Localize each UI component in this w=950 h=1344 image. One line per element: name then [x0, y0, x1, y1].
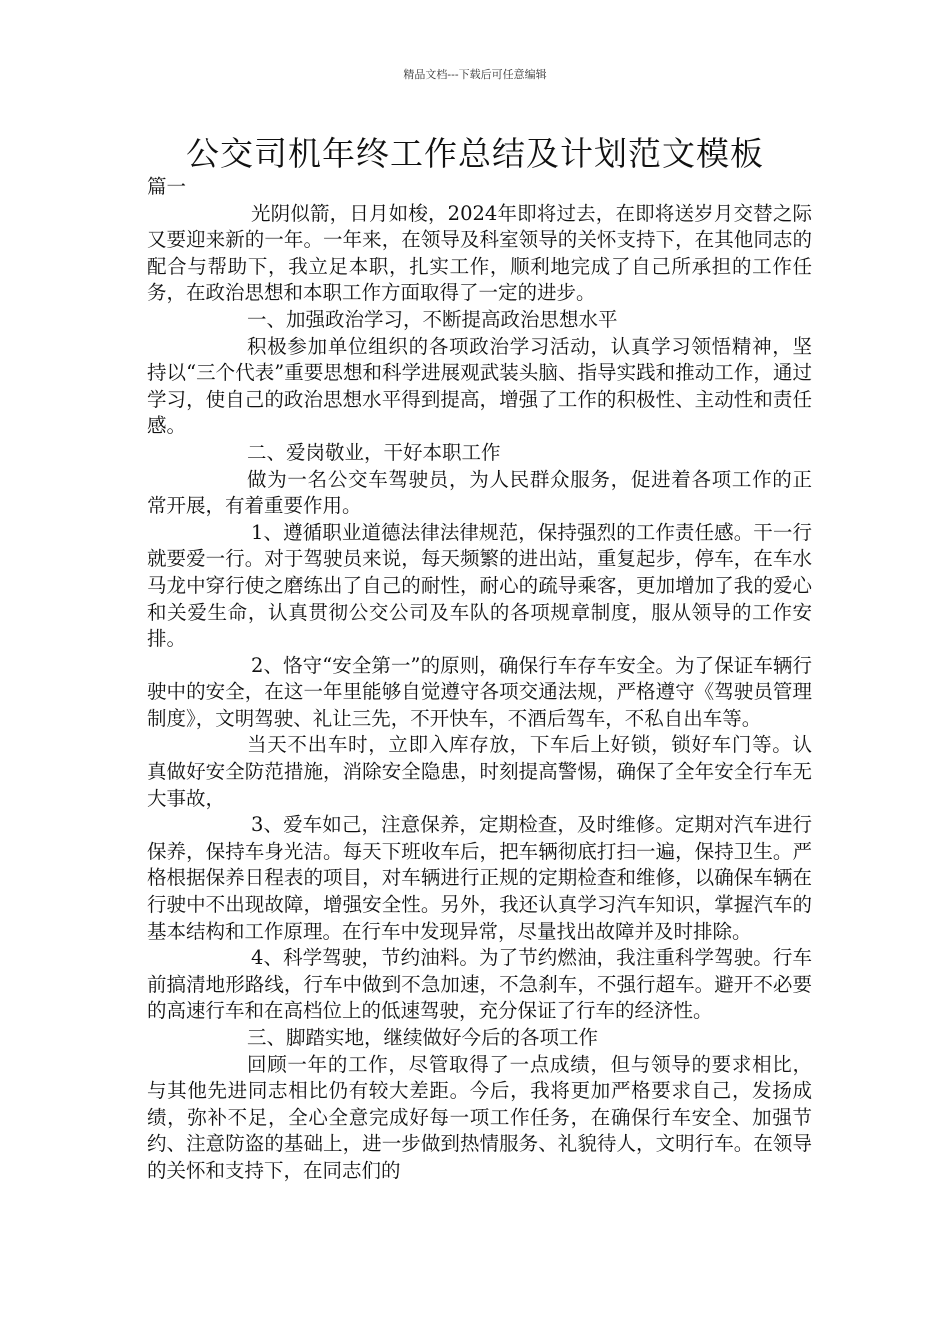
body-paragraph: 1、遵循职业道德法律法律规范，保持强烈的工作责任感。干一行就要爱一行。对于驾驶员来说，每天频繁的进出站，重复起步，停车，在车水马龙中穿行使之磨练出了自己的耐性，耐心的疏导乘客，更加增加了我的爱心和关爱生命，认真贯彻公交公司及车队的各项规章制度，服从领导的工作安排。 — [147, 520, 812, 651]
body-paragraph: 积极参加单位组织的各项政治学习活动，认真学习领悟精神，坚持以“三个代表”重要思想和科学进展观武装头脑、指导实践和推动工作，通过学习，使自己的政治思想水平得到提高，增强了工作的积极性、主动性和责任感。 — [147, 334, 812, 438]
page-header: 精品文档---下载后可任意编辑 — [403, 68, 547, 81]
section-label: 篇一 — [147, 175, 187, 198]
body-paragraph: 当天不出车时，立即入库存放，下车后上好锁，锁好车门等。认真做好安全防范措施，消除安全隐患，时刻提高警惕，确保了全年安全行车无大事故， — [147, 733, 812, 810]
body-paragraph: 3、爱车如己，注意保养，定期检查，及时维修。定期对汽车进行保养，保持车身光洁。每天下班收车后，把车辆彻底打扫一遍，保持卫生。严格根据保养日程表的项目，对车辆进行正规的定期检查和维修，以确保车辆在行驶中不出现故障，增强安全性。另外，我还认真学习汽车知识，掌握汽车的基本结构和工作原理。在行车中发现异常，尽量找出故障并及时排除。 — [147, 813, 812, 943]
section-heading: 一、加强政治学习，不断提高政治思想水平 — [247, 307, 618, 331]
body-paragraph: 2、恪守“安全第一”的原则，确保行车存车安全。为了保证车辆行驶中的安全，在这一年里能够自觉遵守各项交通法规，严格遵守《驾驶员管理制度》，文明驾驶、礼让三先，不开快车，不酒后驾车，不私自出车等。 — [147, 653, 812, 730]
body-paragraph: 回顾一年的工作，尽管取得了一点成绩，但与领导的要求相比，与其他先进同志相比仍有较大差距。今后，我将更加严格要求自己，发扬成绩，弥补不足，全心全意完成好每一项工作任务，在确保行车安全、加强节约、注意防盗的基础上，进一步做到热情服务、礼貌待人，文明行车。在领导的关怀和支持下，在同志们的 — [147, 1052, 812, 1182]
section-heading: 三、脚踏实地，继续做好今后的各项工作 — [247, 1026, 599, 1049]
document-title: 公交司机年终工作总结及计划范文模板 — [186, 134, 764, 173]
body-paragraph: 4、科学驾驶，节约油料。为了节约燃油，我注重科学驾驶。行车前搞清地形路线，行车中做到不急加速，不急刹车，不强行超车。避开不必要的高速行车和在高档位上的低速驾驶，充分保证了行车的经济性。 — [147, 946, 812, 1023]
body-paragraph: 光阴似箭，日月如梭，2024年即将过去，在即将送岁月交替之际又要迎来新的一年。一年来，在领导及科室领导的关怀支持下，在其他同志的配合与帮助下，我立足本职，扎实工作，顺利地完成了自己所承担的工作任务，在政治思想和本职工作方面取得了一定的进步。 — [147, 201, 812, 305]
body-paragraph: 做为一名公交车驾驶员，为人民群众服务，促进着各项工作的正常开展，有着重要作用。 — [147, 467, 812, 518]
section-heading: 二、爱岗敬业，干好本职工作 — [247, 440, 501, 464]
document-body — [147, 174, 812, 1185]
